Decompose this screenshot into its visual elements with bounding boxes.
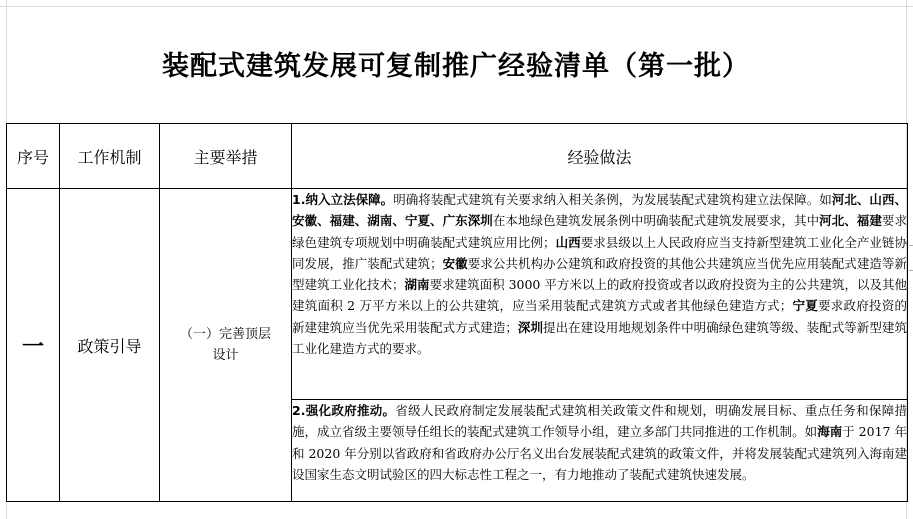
practice-heading-2: 2.强化政府推动。: [292, 403, 396, 418]
practice-text-segment: 提出在建设用地规划条件中明确绿色建筑等级、装配式等新型建筑工业化建造方式的要求。: [292, 319, 907, 357]
group-number: 一: [7, 189, 60, 502]
region-name: 宁夏: [792, 298, 819, 314]
measure-line-2: 设计: [212, 348, 239, 363]
practice-text-segment: 省级人民政府制定发展装配式建筑相关政策文件和规划，明确发展目标、重点任务和保障措施，成立省级主要领导任组长的装配式建筑工作领导小组，建立多部门共同推进的工作机制。如: [292, 403, 907, 440]
practice-cell-2[interactable]: [292, 400, 908, 502]
experience-table: [6, 123, 908, 502]
region-name: 深圳: [517, 319, 544, 335]
region-name: 河北、山西、安徽、福建、湖南、宁夏、广东深圳: [292, 192, 907, 229]
region-name: 湖南: [404, 277, 430, 293]
table-row: [7, 189, 908, 400]
region-name: 海南: [817, 424, 843, 440]
header-measure: 主要举措: [160, 124, 292, 189]
group-mechanism: 政策引导: [60, 189, 160, 502]
measure-line-1: （一）完善顶层: [179, 327, 271, 342]
practice-text-1: [292, 192, 907, 356]
practice-text-segment: 在本地绿色建筑发展条例中明确装配式建筑发展要求，其中: [492, 213, 820, 229]
practice-text-segment: 于 2017 年和 2020 年分别以省政府和省政府办公厅名义出台发展装配式建筑的政策文件，并将发展装配式建筑列入海南建设国家生态文明试验区的四大标志性工程之一，有力地推动了装配式建筑快速发展。: [292, 424, 907, 482]
region-name: 山西: [555, 234, 581, 250]
practice-text-segment: 要求建筑面积 3000 平方米以上的政府投资或者以政府投资为主的公共建筑，以及其他建筑面积 2 万平方米以上的公共建筑，应当采用装配式建筑方式或者其他绿色建造方式；: [292, 277, 907, 314]
group-measure: [160, 189, 292, 502]
region-name: 河北、福建: [819, 213, 882, 229]
header-practice: 经验做法: [292, 124, 908, 189]
region-name: 安徽: [442, 255, 468, 271]
practice-heading-1: 1.纳入立法保障。: [292, 192, 394, 207]
row-resize-handle[interactable]: [909, 245, 913, 271]
practice-text-segment: 要求公共机构办公建筑和政府投资的其他公共建筑应当优先应用装配式建造等新型建筑工业化技术；: [292, 255, 907, 293]
practice-text-segment: 要求政府投资的新建建筑应当优先采用装配式方式建造；: [292, 298, 907, 335]
practice-text-segment: 要求绿色建筑专项规划中明确装配式建筑应用比例；: [292, 213, 907, 250]
header-mechanism: 工作机制: [60, 124, 160, 189]
practice-cell-1[interactable]: [292, 189, 908, 400]
practice-text-segment: 明确将装配式建筑有关要求纳入相关条例，为发展装配式建筑构建立法保障。如: [393, 192, 832, 207]
page-title: 装配式建筑发展可复制推广经验清单（第一批）: [162, 51, 750, 82]
practice-text-segment: 要求县级以上人民政府应当支持新型建筑工业化全产业链协同发展，推广装配式建筑；: [292, 234, 907, 271]
header-row: [7, 124, 908, 189]
gridline-top: [0, 0, 913, 7]
header-num: 序号: [7, 124, 60, 189]
